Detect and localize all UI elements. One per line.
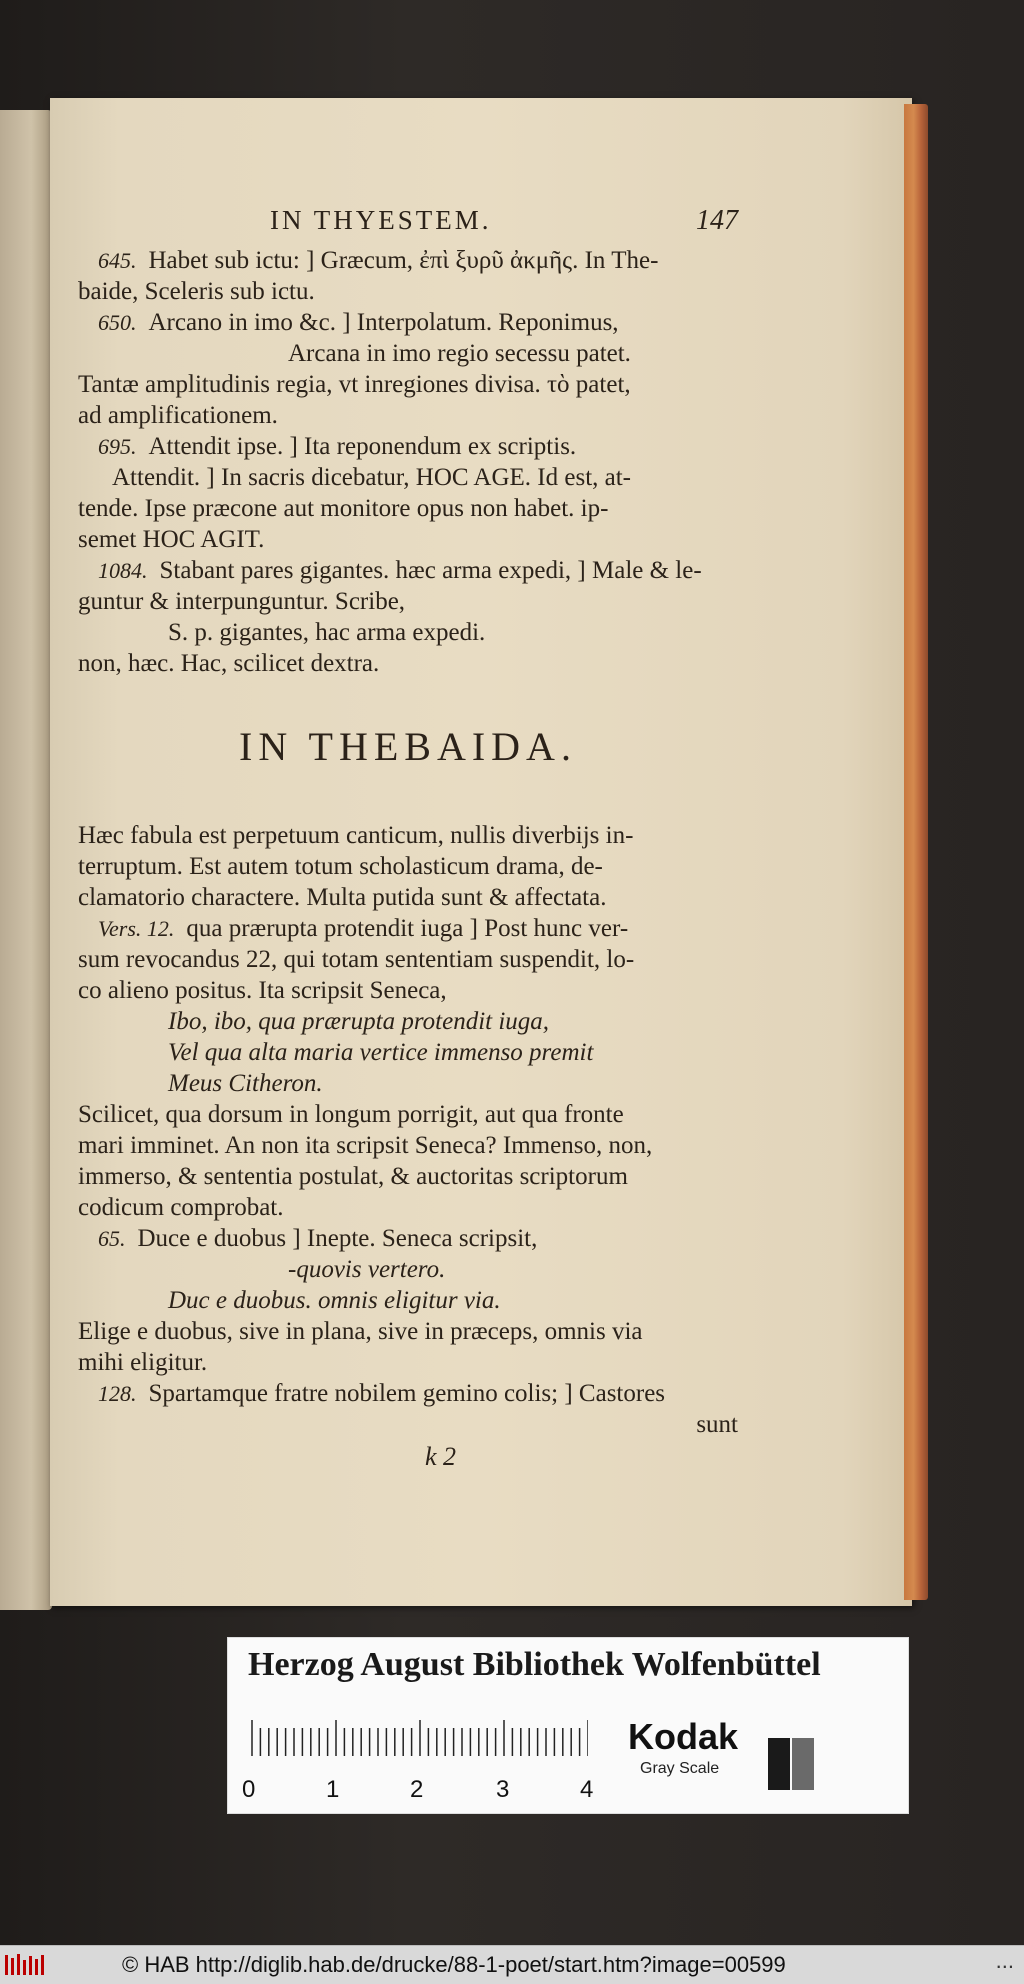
thebaida-line xyxy=(78,1130,738,1161)
thyestes-line xyxy=(78,245,738,276)
line-text: Meus Citheron. xyxy=(168,1070,323,1097)
thebaida-line xyxy=(78,1006,738,1037)
line-text: ad amplificationem. xyxy=(78,402,278,429)
thyestes-line xyxy=(78,462,738,493)
text-block-thyestes xyxy=(78,245,738,679)
footer-bar xyxy=(0,1945,1024,1984)
line-text: sum revocandus 22, qui totam sententiam suspendit, lo- xyxy=(78,946,635,973)
copyright-url[interactable]: © HAB http://diglib.hab.de/drucke/88-1-poet/start.htm?image=00599 xyxy=(122,1952,786,1977)
ruler-label-3: 3 xyxy=(496,1776,510,1803)
thebaida-line xyxy=(78,1037,738,1068)
black-swatch xyxy=(768,1738,790,1790)
thyestes-line xyxy=(78,617,738,648)
thebaida-line xyxy=(78,1068,738,1099)
thebaida-line xyxy=(78,1316,738,1347)
line-text: Duc e duobus. omnis eligitur via. xyxy=(168,1287,501,1314)
thebaida-line xyxy=(78,1192,738,1223)
line-text: codicum comprobat. xyxy=(78,1194,284,1221)
thebaida-line xyxy=(78,882,738,913)
signature-mark: k 2 xyxy=(425,1442,457,1471)
thebaida-line xyxy=(78,851,738,882)
line-text: Vel qua alta maria vertice immenso premit xyxy=(168,1039,594,1066)
thyestes-line xyxy=(78,586,738,617)
previous-page-edge xyxy=(0,110,52,1610)
ruler-label-4: 4 xyxy=(580,1776,594,1803)
gray-swatch xyxy=(792,1738,814,1790)
line-text: Duce e duobus ] Inepte. Seneca scripsit, xyxy=(137,1225,538,1252)
thyestes-line xyxy=(78,276,738,307)
hab-logo-icon xyxy=(4,1952,48,1978)
kodak-logo: Kodak xyxy=(628,1716,739,1757)
line-text: immerso, & sententia postulat, & auctoritas scriptorum xyxy=(78,1163,628,1190)
line-text: clamatorio charactere. Multa putida sunt & affectata. xyxy=(78,884,607,911)
ruler-label-1: 1 xyxy=(326,1776,340,1803)
line-text: semet HOC AGIT. xyxy=(78,526,265,553)
line-text: S. p. gigantes, hac arma expedi. xyxy=(168,619,486,646)
line-text: Scilicet, qua dorsum in longum porrigit, aut qua fronte xyxy=(78,1101,624,1128)
text-block-thebaida xyxy=(78,820,738,1409)
line-text: Hæc fabula est perpetuum canticum, nullis diverbijs in- xyxy=(78,822,634,849)
line-reference-number: 65. xyxy=(98,1226,126,1251)
thebaida-line xyxy=(78,1378,738,1409)
line-text: Habet sub ictu: ] Græcum, ἐπὶ ξυρῦ ἀκμῆς. In The- xyxy=(148,247,659,274)
page-text xyxy=(78,205,738,1440)
thebaida-line xyxy=(78,1254,738,1285)
thyestes-line xyxy=(78,431,738,462)
thyestes-line xyxy=(78,307,738,338)
thebaida-line xyxy=(78,820,738,851)
line-text: Ibo, ibo, qua prærupta protendit iuga, xyxy=(168,1008,550,1035)
thebaida-line xyxy=(78,1223,738,1254)
thebaida-line xyxy=(78,913,738,944)
thebaida-line xyxy=(78,1347,738,1378)
line-reference-number: 650. xyxy=(98,310,137,335)
thebaida-line xyxy=(78,944,738,975)
thebaida-line xyxy=(78,975,738,1006)
line-text: Arcana in imo regio secessu patet. xyxy=(288,340,631,367)
thyestes-line xyxy=(78,400,738,431)
line-text: qua prærupta protendit iuga ] Post hunc ver- xyxy=(186,915,629,942)
line-text: co alieno positus. Ita scripsit Seneca, xyxy=(78,977,447,1004)
grayscale-label: Gray Scale xyxy=(640,1760,720,1777)
line-text: tende. Ipse præcone aut monitore opus non habet. ip- xyxy=(78,495,609,522)
section-title: IN THEBAIDA. xyxy=(239,724,577,769)
thyestes-line xyxy=(78,524,738,555)
ruler-label-2: 2 xyxy=(410,1776,424,1803)
folio-number: 147 xyxy=(696,205,738,236)
running-head: IN THYESTEM. xyxy=(270,205,492,235)
line-reference-number: Vers. 12. xyxy=(98,916,175,941)
thyestes-line xyxy=(78,369,738,400)
ruler-label-0: 0 xyxy=(242,1776,256,1803)
thyestes-line xyxy=(78,338,738,369)
line-text: Attendit. ] In sacris dicebatur, HOC AGE. Id est, at- xyxy=(112,464,632,491)
line-text: non, hæc. Hac, scilicet dextra. xyxy=(78,650,380,677)
page-header xyxy=(78,205,738,245)
line-reference-number: 128. xyxy=(98,1381,137,1406)
thyestes-line xyxy=(78,555,738,586)
thebaida-line xyxy=(78,1099,738,1130)
line-text: -quovis vertero. xyxy=(288,1256,446,1283)
library-name: Herzog August Bibliothek Wolfenbüttel xyxy=(248,1646,821,1683)
line-text: Attendit ipse. ] Ita reponendum ex scriptis. xyxy=(148,433,577,460)
line-text: mari imminet. An non ita scripsit Seneca? Immenso, non, xyxy=(78,1132,653,1159)
line-text: guntur & interpunguntur. Scribe, xyxy=(78,588,406,615)
line-text: terruptum. Est autem totum scholasticum drama, de- xyxy=(78,853,603,880)
thyestes-line xyxy=(78,493,738,524)
line-reference-number: 645. xyxy=(98,248,137,273)
thebaida-line xyxy=(78,1285,738,1316)
thebaida-line xyxy=(78,1161,738,1192)
color-calibration-card xyxy=(227,1637,909,1814)
line-text: Stabant pares gigantes. hæc arma expedi, ] Male & le- xyxy=(159,557,702,584)
line-text: Tantæ amplitudinis regia, vt inregiones divisa. τὸ patet, xyxy=(78,371,631,398)
page-red-edge xyxy=(904,104,928,1600)
line-text: Arcano in imo &c. ] Interpolatum. Reponimus, xyxy=(148,309,619,336)
more-menu-icon[interactable]: ... xyxy=(995,1948,1014,1973)
catchword: sunt xyxy=(696,1411,738,1438)
line-text: mihi eligitur. xyxy=(78,1349,208,1376)
ruler-scale xyxy=(248,1720,588,1760)
thyestes-line xyxy=(78,648,738,679)
line-text: baide, Sceleris sub ictu. xyxy=(78,278,315,305)
line-text: Spartamque fratre nobilem gemino colis; ] Castores xyxy=(148,1380,666,1407)
line-text: Elige e duobus, sive in plana, sive in præceps, omnis via xyxy=(78,1318,643,1345)
line-reference-number: 695. xyxy=(98,434,137,459)
line-reference-number: 1084. xyxy=(98,558,148,583)
